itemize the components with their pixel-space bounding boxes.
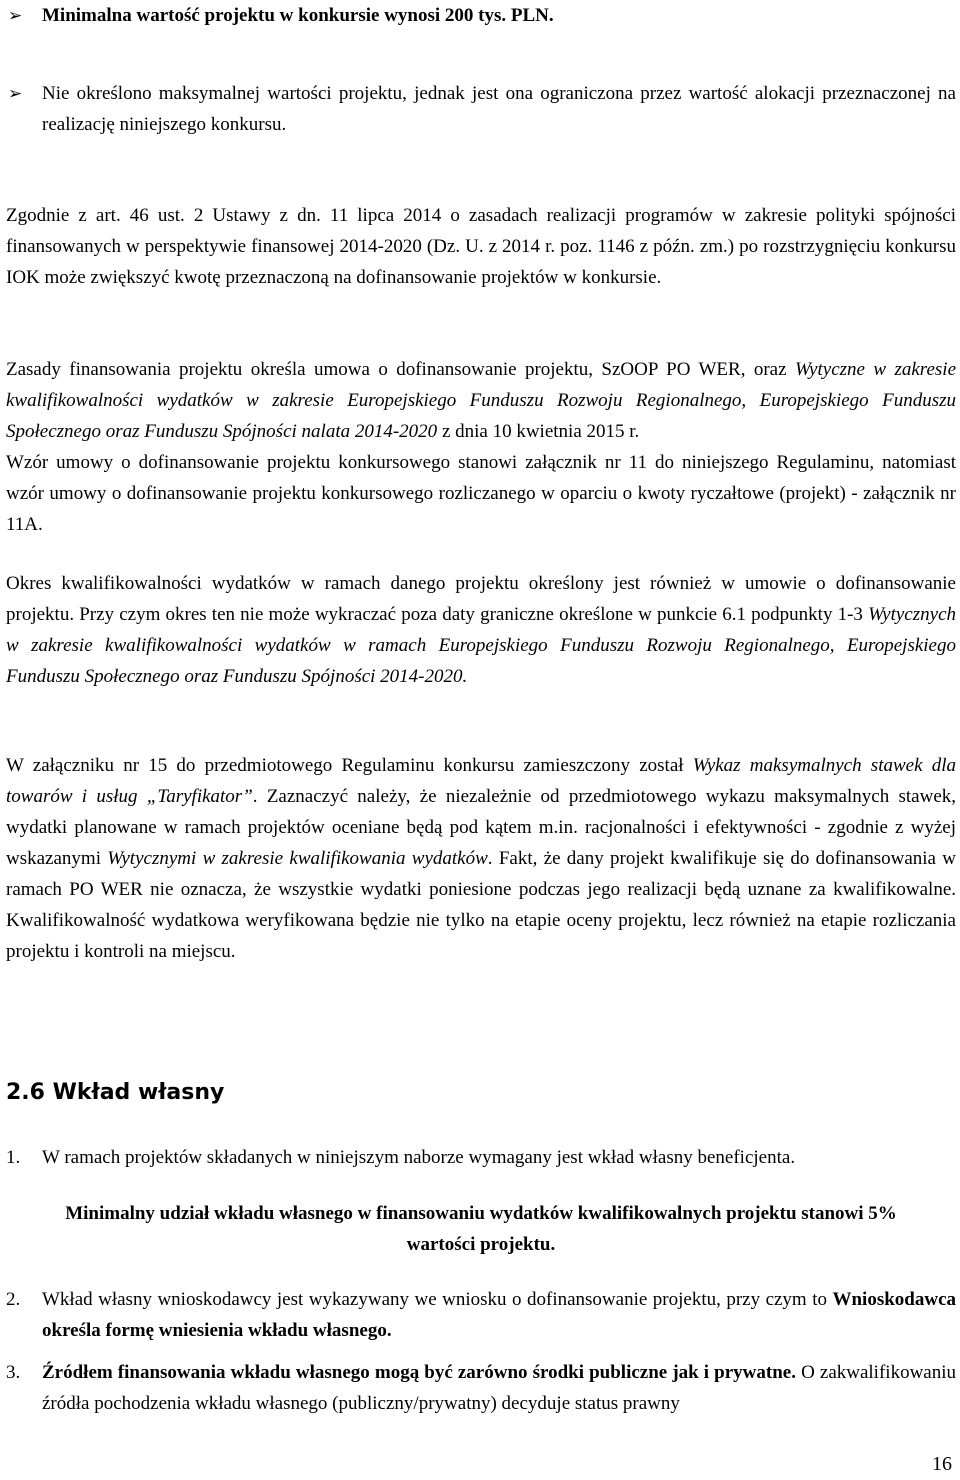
arrow-bullet-icon: ➢ — [8, 6, 23, 25]
numbered-item — [6, 1357, 956, 1419]
text-run-italic: Wykaz maksymalnych stawek dla towarów i usług „Taryfikator” — [6, 755, 956, 807]
numbered-item — [6, 1142, 956, 1173]
centered-bold-note: Minimalny udział wkładu własnego w finansowaniu wydatków kwalifikowalnych projektu stanowi 5% wartości projektu. — [65, 1203, 897, 1255]
text-run-bold: Wnioskodawca określa formę wniesienia wkładu własnego. — [42, 1289, 956, 1341]
numbered-item — [6, 1284, 956, 1346]
section-heading: 2.6 Wkład własny — [6, 1080, 225, 1105]
paragraph-wzor-umowy: Wzór umowy o dofinansowanie projektu konkursowego stanowi załącznik nr 11 do niniejszego Regulaminu, natomiast wzór umowy o dofinansowanie projektu konkursowego rozliczanego w oparciu o kwoty ryczałtowe (projekt) - załącznik nr 11A. — [6, 452, 956, 535]
text-run-italic: Wytycznymi w zakresie kwalifikowania wydatków — [107, 848, 488, 869]
bullet-text: Nie określono maksymalnej wartości projektu, jednak jest ona ograniczona przez wartość alokacji przeznaczonej na realizację niniejszego konkursu. — [42, 83, 956, 135]
text-run: z dnia 10 kwietnia 2015 r. — [437, 421, 640, 442]
text-run: Okres kwalifikowalności wydatków w ramach danego projektu określony jest również w umowie o dofinansowanie projektu. Przy czym okres ten nie może wykraczać poza daty graniczne określone w punkcie 6.1 podpunkty 1-3 — [6, 573, 956, 625]
item-text — [42, 1284, 956, 1346]
text-run: Zasady finansowania projektu określa umowa o dofinansowanie projektu, SzOOP PO WER, oraz — [6, 359, 795, 380]
item-number: 2. — [6, 1289, 21, 1310]
item-number: 3. — [6, 1362, 21, 1383]
text-run: . Fakt, że dany projekt kwalifikuje się do dofinansowania w ramach PO WER nie oznacza, że wszystkie wydatki poniesione podczas jego realizacji będą uznane za kwalifikowalne. Kwalifikowalność wydatkowa weryfikowana będzie nie tylko na etapie oceny projektu, lecz również na etapie rozliczania projektu i kontroli na miejscu. — [6, 848, 956, 962]
page-number: 16 — [932, 1453, 952, 1475]
paragraph-art46: Zgodnie z art. 46 ust. 2 Ustawy z dn. 11 lipca 2014 o zasadach realizacji programów w zakresie polityki spójności finansowanych w perspektywie finansowej 2014-2020 (Dz. U. z 2014 r. poz. 1146 z późn. zm.) po rozstrzygnięciu konkursu IOK może zwiększyć kwotę przeznaczoną na dofinansowanie projektów w konkursie. — [6, 205, 956, 288]
bullet-text: Minimalna wartość projektu w konkursie wynosi 200 tys. PLN. — [42, 5, 554, 26]
paragraph-okres — [6, 568, 956, 692]
arrow-bullet-icon: ➢ — [8, 84, 23, 103]
text-run-bold: Źródłem finansowania wkładu własnego mogą być zarówno środki publiczne jak i prywatne. — [42, 1362, 796, 1383]
text-run-italic: Wytyczne w zakresie kwalifikowalności wydatków w zakresie Europejskiego Funduszu Rozwoju Regionalnego, Europejskiego Funduszu Społecznego oraz Funduszu Spójności nalata 2014-2020 — [6, 359, 957, 442]
paragraph-zalacznik-15 — [6, 750, 956, 967]
item-number: 1. — [6, 1147, 21, 1168]
bullet-item — [6, 0, 956, 31]
text-run: Wkład własny wnioskodawcy jest wykazywany we wniosku o dofinansowanie projektu, przy czym to — [42, 1289, 833, 1310]
item-text — [42, 1357, 956, 1419]
bullet-item — [6, 78, 956, 140]
paragraph-zasady — [6, 354, 956, 447]
text-run: W załączniku nr 15 do przedmiotowego Regulaminu konkursu zamieszczony został — [6, 755, 693, 776]
text-run: . Zaznaczyć należy, że niezależnie od przedmiotowego wykazu maksymalnych stawek, wydatki planowane w ramach projektów oceniane będą pod kątem m.in. racjonalności i efektywności - zgodnie z wyżej wskazanymi — [6, 786, 956, 869]
item-text: W ramach projektów składanych w niniejszym naborze wymagany jest wkład własny beneficjenta. — [42, 1147, 796, 1168]
text-run: O zakwalifikowaniu źródła pochodzenia wkładu własnego (publiczny/prywatny) decyduje status prawny — [42, 1362, 957, 1414]
text-run-italic: Wytycznych w zakresie kwalifikowalności wydatków w ramach Europejskiego Funduszu Rozwoju Regionalnego, Europejskiego Funduszu Społecznego oraz Funduszu Spójności 2014-2020. — [6, 604, 956, 687]
